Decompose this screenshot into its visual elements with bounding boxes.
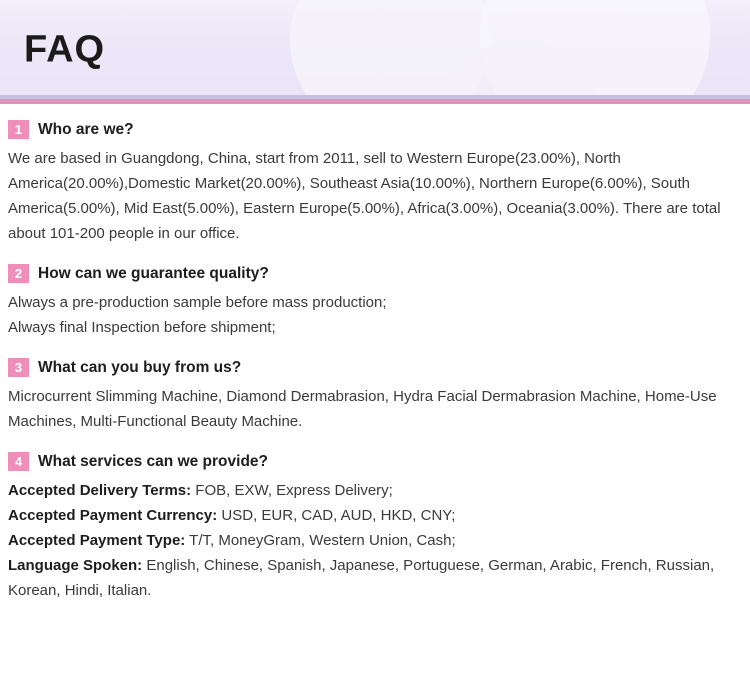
faq-service-value: FOB, EXW, Express Delivery; xyxy=(191,482,393,499)
faq-number-badge: 3 xyxy=(8,358,29,377)
faq-item xyxy=(8,358,742,434)
faq-question-row xyxy=(8,452,742,471)
faq-answer-text: Microcurrent Slimming Machine, Diamond Dermabrasion, Hydra Facial Dermabrasion Machine, Home-Use Machines, Multi-Functional Beauty Machine. xyxy=(8,388,717,430)
faq-service-value: English, Chinese, Spanish, Japanese, Portuguese, German, Arabic, French, Russian, Korean, Hindi, Italian. xyxy=(8,557,715,599)
faq-number-badge: 1 xyxy=(8,120,29,139)
faq-service-value: T/T, MoneyGram, Western Union, Cash; xyxy=(185,532,456,549)
faq-service-value: USD, EUR, CAD, AUD, HKD, CNY; xyxy=(217,507,456,524)
page-title: FAQ xyxy=(24,28,106,71)
faq-answer-line: Always final Inspection before shipment; xyxy=(8,319,276,336)
faq-service-row xyxy=(8,503,742,528)
faq-question-text: How can we guarantee quality? xyxy=(38,264,269,282)
faq-answer-line: Always a pre-production sample before mass production; xyxy=(8,294,387,311)
faq-question-text: What services can we provide? xyxy=(38,452,269,470)
faq-service-label: Accepted Delivery Terms: xyxy=(8,482,192,499)
faq-item xyxy=(8,264,742,340)
faq-service-label: Language Spoken: xyxy=(8,557,143,574)
faq-number-badge: 4 xyxy=(8,452,29,471)
faq-header-banner xyxy=(0,0,750,95)
faq-item xyxy=(8,120,742,246)
faq-question-row xyxy=(8,120,742,139)
faq-service-label: Accepted Payment Type: xyxy=(8,532,186,549)
faq-question-text: Who are we? xyxy=(38,120,134,138)
faq-service-row xyxy=(8,528,742,553)
faq-service-row xyxy=(8,478,742,503)
faq-number-badge: 2 xyxy=(8,264,29,283)
faq-content xyxy=(0,104,750,603)
faq-item xyxy=(8,452,742,603)
faq-question-row xyxy=(8,264,742,283)
faq-question-text: What can you buy from us? xyxy=(38,358,242,376)
faq-answer-text: We are based in Guangdong, China, start from 2011, sell to Western Europe(23.00%), North America(20.00%),Domestic Market(20.00%), Southeast Asia(10.00%), Northern Europe(6.00%), South America(5.00%), Mid East(5.00%), Eastern Europe(5.00%), Africa(3.00%), Oceania(3.00%). There are total about 101-200 people in our office. xyxy=(8,150,721,242)
faq-question-row xyxy=(8,358,742,377)
faq-service-label: Accepted Payment Currency: xyxy=(8,507,218,524)
faq-service-row xyxy=(8,553,742,603)
